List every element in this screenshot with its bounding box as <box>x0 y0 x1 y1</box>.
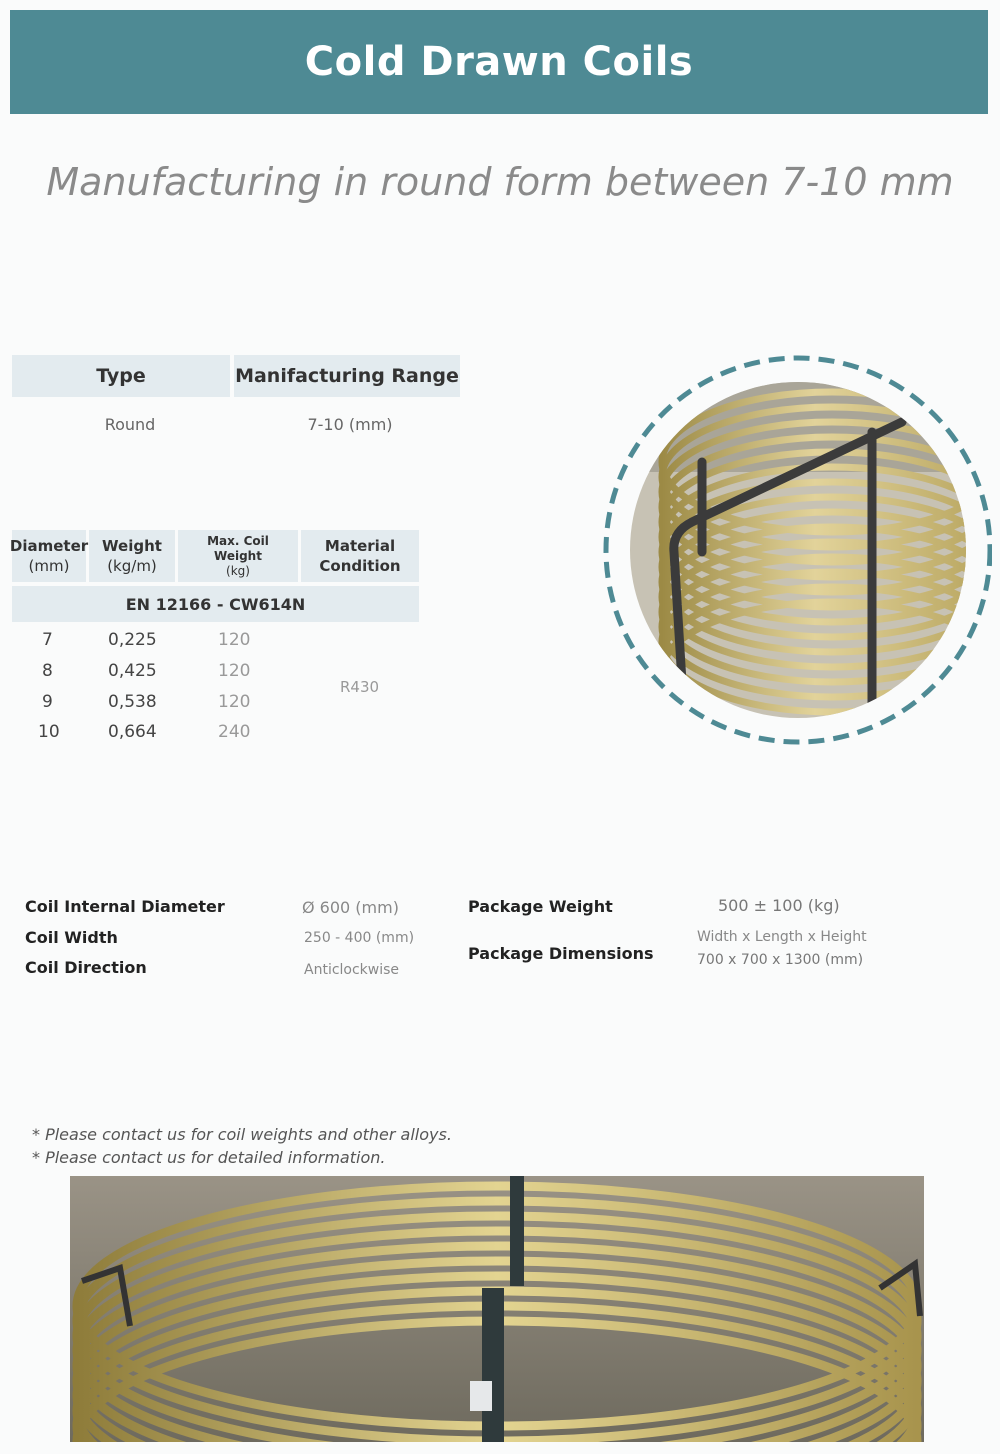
subtitle: Manufacturing in round form between 7-10 mm <box>46 160 954 204</box>
package-dimensions-value: 700 x 700 x 1300 (mm) <box>697 952 864 968</box>
row3-weight: 0,538 <box>108 692 157 712</box>
type-value: Round <box>104 415 156 434</box>
row2-diameter: 8 <box>42 661 53 681</box>
material-header-line1: Material <box>324 537 396 555</box>
max-coil-header-line3: (kg) <box>226 563 250 578</box>
diameter-header <box>9 530 89 582</box>
row1-weight: 0,225 <box>108 630 157 650</box>
weight-header-line2: (kg/m) <box>107 557 157 575</box>
coil-internal-diameter-value: Ø 600 (mm) <box>302 898 399 917</box>
max-coil-header-line1: Max. Coil <box>207 533 269 548</box>
material-header-line2: Condition <box>319 557 401 575</box>
row3-max: 120 <box>218 692 251 712</box>
coil-direction-value: Anticlockwise <box>304 962 400 978</box>
coil-width-value: 250 - 400 (mm) <box>304 930 415 946</box>
note-coil-weights: * Please contact us for coil weights and other alloys. <box>32 1125 452 1144</box>
package-weight-label: Package Weight <box>468 897 613 916</box>
range-header: Manifacturing Range <box>234 355 460 397</box>
coil-width-label: Coil Width <box>25 928 118 947</box>
title-banner <box>10 10 988 114</box>
row4-weight: 0,664 <box>108 722 157 742</box>
material-condition-value: R430 <box>340 678 380 696</box>
row4-diameter: 10 <box>38 722 60 742</box>
max-coil-header-line2: Weight <box>214 548 262 563</box>
note-detailed-info: * Please contact us for detailed information. <box>32 1148 386 1167</box>
standard-row: EN 12166 - CW614N <box>12 586 419 622</box>
row2-weight: 0,425 <box>108 661 157 681</box>
coil-photo-graphic <box>70 1176 924 1442</box>
row4-max: 240 <box>218 722 251 742</box>
material-header <box>301 530 419 582</box>
row2-max: 120 <box>218 661 251 681</box>
page-title: Cold Drawn Coils <box>304 39 694 85</box>
diameter-header-line2: (mm) <box>28 557 70 575</box>
coil-photo-bottom <box>70 1176 924 1442</box>
range-value: 7-10 (mm) <box>307 415 393 434</box>
row3-diameter: 9 <box>42 692 53 712</box>
weight-header-line1: Weight <box>102 537 162 555</box>
coil-direction-label: Coil Direction <box>25 958 147 977</box>
max-coil-header <box>178 530 298 582</box>
type-header: Type <box>12 355 230 397</box>
coil-photo-circle <box>602 352 992 752</box>
diameter-header-line1: Diameter <box>9 537 89 555</box>
row1-diameter: 7 <box>42 630 53 650</box>
package-weight-value: 500 ± 100 (kg) <box>718 896 840 915</box>
weight-header <box>89 530 175 582</box>
package-dimensions-format: Width x Length x Height <box>697 929 867 945</box>
coil-internal-diameter-label: Coil Internal Diameter <box>25 897 225 916</box>
row1-max: 120 <box>218 630 251 650</box>
package-dimensions-label: Package Dimensions <box>468 944 654 963</box>
